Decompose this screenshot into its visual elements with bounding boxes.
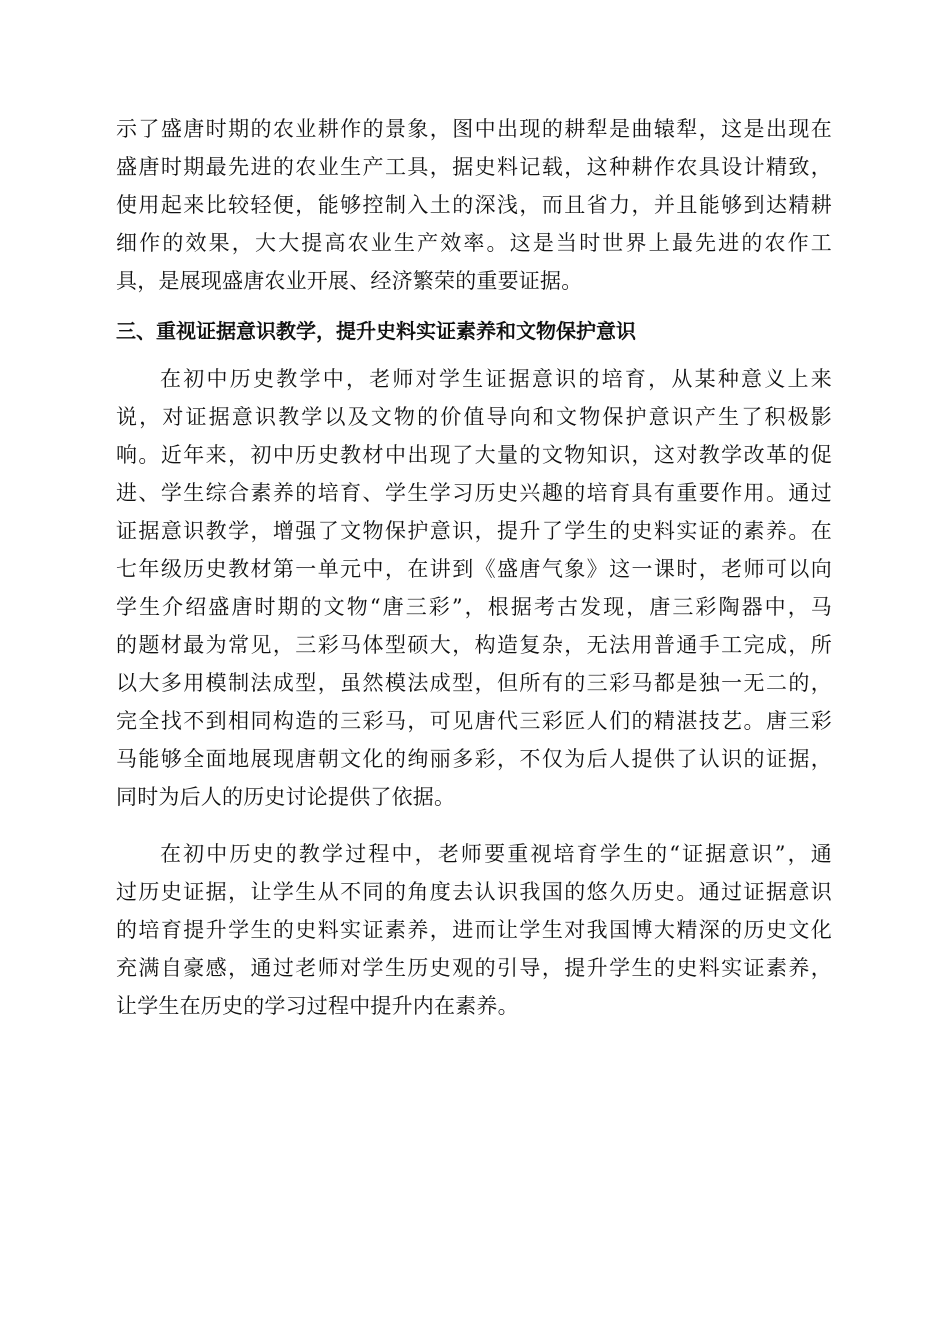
paragraph-line: 充满自豪感，通过老师对学生历史观的引导，提升学生的史料实证素养，	[116, 956, 832, 980]
paragraph-line: 马能够全面地展现唐朝文化的绚丽多彩，不仅为后人提供了认识的证据，	[116, 747, 832, 771]
paragraph-line: 同时为后人的历史讨论提供了依据。	[116, 785, 456, 809]
paragraph-line: 细作的效果，大大提高农业生产效率。这是当时世界上最先进的农作工	[116, 231, 832, 255]
section-heading: 三、重视证据意识教学，提升史料实证素养和文物保护意识	[116, 319, 636, 343]
paragraph-line: 七年级历史教材第一单元中，在讲到《盛唐气象》这一课时，老师可以向	[116, 557, 832, 581]
paragraph-line: 以大多用模制法成型，虽然模法成型，但所有的三彩马都是独一无二的，	[116, 671, 832, 695]
paragraph-line: 响。近年来，初中历史教材中出现了大量的文物知识，这对教学改革的促	[116, 443, 832, 467]
paragraph-evidence-teaching	[116, 360, 832, 816]
paragraph-line: 进、学生综合素养的培育、学生学习历史兴趣的培育具有重要作用。通过	[116, 481, 832, 505]
paragraph-line: 完全找不到相同构造的三彩马，可见唐代三彩匠人们的精湛技艺。唐三彩	[116, 709, 832, 733]
paragraph-line: 学生介绍盛唐时期的文物“唐三彩”，根据考古发现，唐三彩陶器中，马	[116, 595, 832, 619]
paragraph-line: 的培育提升学生的史料实证素养，进而让学生对我国博大精深的历史文化	[116, 918, 832, 942]
paragraph-line: 证据意识教学，增强了文物保护意识，提升了学生的史料实证的素养。在	[116, 519, 832, 543]
document-body	[116, 110, 832, 1025]
paragraph-line: 过历史证据，让学生从不同的角度去认识我国的悠久历史。通过证据意识	[116, 880, 832, 904]
paragraph-line: 使用起来比较轻便，能够控制入土的深浅，而且省力，并且能够到达精耕	[116, 193, 832, 217]
paragraph-line: 示了盛唐时期的农业耕作的景象，图中出现的耕犁是曲辕犁，这是出现在	[116, 117, 832, 141]
paragraph-line: 盛唐时期最先进的农业生产工具，据史料记载，这种耕作农具设计精致，	[116, 155, 832, 179]
paragraph-line: 说，对证据意识教学以及文物的价值导向和文物保护意识产生了积极影	[116, 405, 832, 429]
paragraph-line: 在初中历史教学中，老师对学生证据意识的培育，从某种意义上来	[160, 367, 832, 391]
paragraph-line: 的题材最为常见，三彩马体型硕大，构造复杂，无法用普通手工完成，所	[116, 633, 832, 657]
paragraph-line: 在初中历史的教学过程中，老师要重视培育学生的“证据意识”，通	[160, 842, 832, 866]
paragraph-line: 让学生在历史的学习过程中提升内在素养。	[116, 994, 519, 1018]
paragraph-line: 具，是展现盛唐农业开展、经济繁荣的重要证据。	[116, 269, 583, 293]
paragraph-conclusion	[116, 835, 832, 1025]
paragraph-agriculture	[116, 110, 832, 300]
